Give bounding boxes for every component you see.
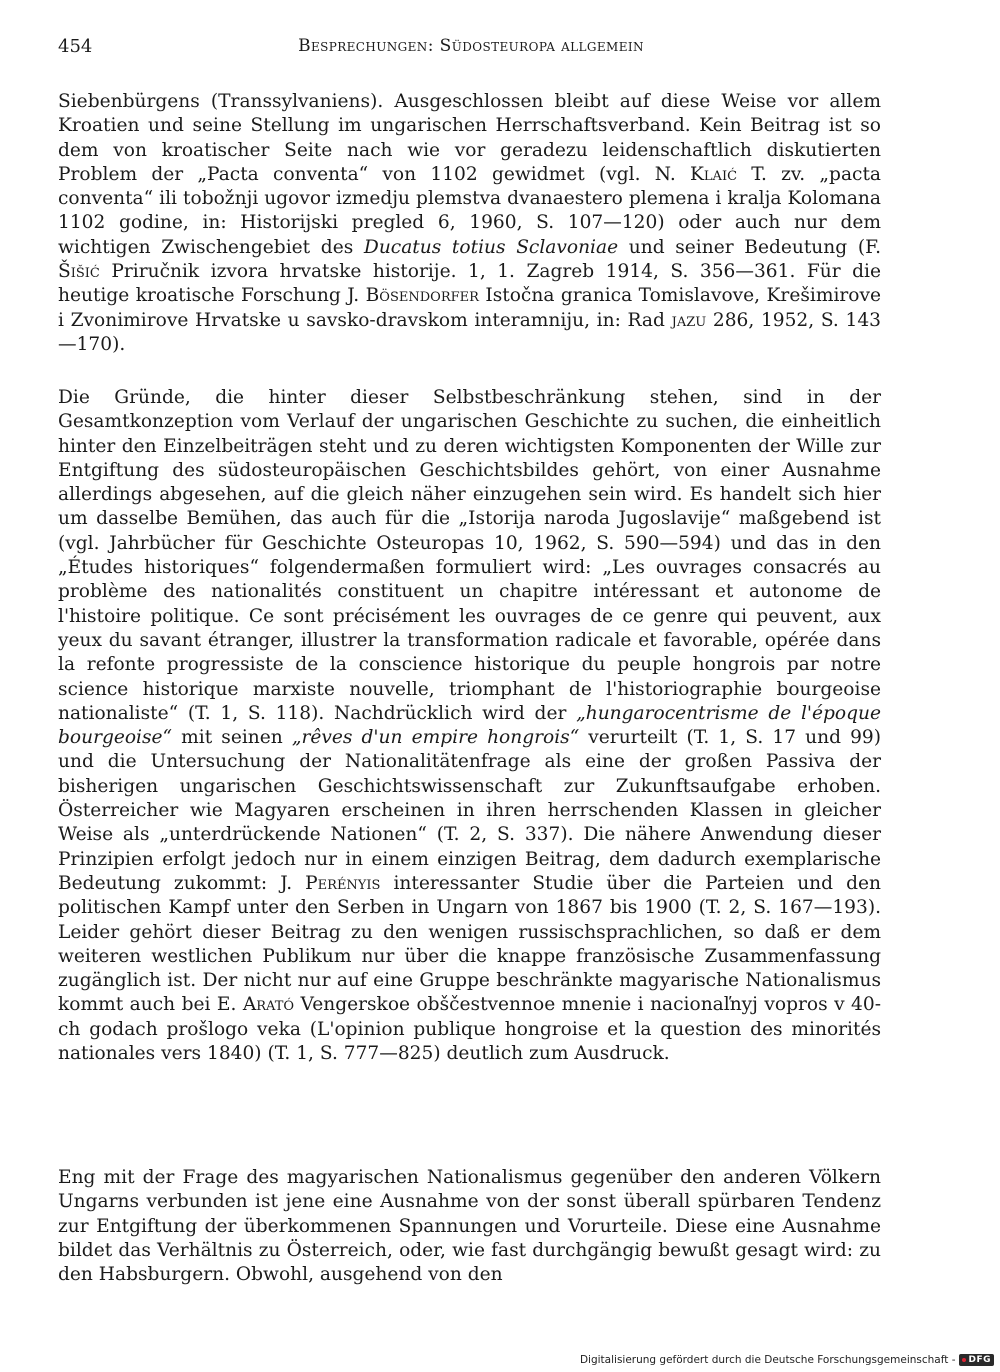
paragraph-2-text-b: mit seinen	[172, 727, 292, 749]
paragraph-2	[58, 386, 881, 1066]
page-number: 454	[58, 36, 93, 57]
credit-text: Digitalisierung gefördert durch die Deutsche Forschungsgemeinschaft -	[579, 1354, 956, 1366]
paragraph-2-text-d: interessanter Studie über die Parteien und den politischen Kampf unter den Serben in Ungarn von 1867 bis 1900 (T. 2, S. 167—193). Leider gehört dieser Beitrag zu den wenigen russischsprachlichen, so daß er dem weiteren westlichen Publikum nur über die knappe französische Zusammenfassung zugänglich ist. Der nicht nur auf eine Gruppe beschränkte magyarische Nationalismus kommt auch bei E.	[58, 872, 881, 1016]
paragraph-2-text-c: verurteilt (T. 1, S. 17 und 99) und die Untersuchung der Nationalitätenfrage als eine der großen Passiva der bisherigen ungarischen Geschichtswissenschaft zur Zukunftsaufgabe erhoben. Österreicher wie Magyaren erscheinen in ihren herrschenden Klassen in gleicher Weise als „unterdrückende Nationen“ (T. 2, S. 337). Die nähere Anwendung dieser Prinzipien erfolgt jedoch nur in einem einzigen Beitrag, dem dadurch exemplarische Bedeutung zukommt: J.	[58, 727, 881, 894]
paragraph-1-text-b: T. zv. „pacta conventa“ ili tobožnji ugovor izmedju plemstva dvanaestero plemena i kralja Kolomana 1102 godine, in: Historijski pregled 6, 1960, S. 107—120) oder auch nur dem wichtigen Zwischengebiet des	[58, 163, 881, 258]
paragraph-1-text-a: Siebenbürgens (Transsylvaniens). Ausgeschlossen bleibt auf diese Weise vor allem Kroatien und seine Stellung im ungarischen Herrschaftsverband. Kein Beitrag ist so dem von kroatischer Seite nach wie vor geradezu leidenschaftlich diskutierten Problem der „Pacta conventa“ von 1102 gewidmet (vgl. N.	[58, 91, 881, 185]
dfg-logo	[959, 1354, 994, 1366]
author-name-arato: Arató	[242, 994, 295, 1016]
author-name-perenyi: Perényis	[305, 872, 381, 894]
paragraph-2-text-e: Vengerskoe obščestvennoe mnenie i nacionaľnyj vopros v 40-ch godach prošlogo veka (L'opinion publique hongroise et la question des minorités nationales vers 1840) (T. 1, S. 777—825) deutlich zum Ausdruck.	[58, 994, 881, 1065]
paragraph-1-text-c: und seiner Bedeutung (F.	[618, 236, 881, 258]
abbreviation-jazu: jazu	[671, 309, 707, 331]
latin-term: Ducatus totius Sclavoniae	[363, 236, 619, 258]
paragraph-1-text-e: Istočna granica Tomislavove, Krešimirove i Zvonimirove Hrvatske u savsko-dravskom interamniju, in: Rad	[58, 285, 881, 331]
quote-hungarocentrisme: „hungarocentrisme de l'époque bourgeoise“	[58, 702, 881, 749]
author-name-bosendorfer: Bösendorfer	[365, 285, 479, 307]
dfg-logo-dot-icon	[962, 1358, 966, 1362]
dfg-logo-text: DFG	[968, 1355, 991, 1365]
quote-reves: „rêves d'un empire hongrois“	[291, 727, 580, 749]
paragraph-3	[58, 1166, 881, 1287]
digitization-credit	[580, 1354, 994, 1366]
paragraph-1-text-f: 286, 1952, S. 143—170).	[58, 309, 881, 355]
paragraph-2-text-a: Die Gründe, die hinter dieser Selbstbeschränkung stehen, sind in der Gesamtkonzeption vom Verlauf der ungarischen Geschichte zu suchen, die einheitlich hinter den Einzelbeiträgen steht und zu deren wichtigsten Komponenten der Wille zur Entgiftung des südosteuropäischen Geschichtsbildes gehört, von einer Ausnahme allerdings abgesehen, auf die gleich näher einzugehen sein wird. Es handelt sich hier um dasselbe Bemühen, das auch für die „Istorija naroda Jugoslavije“ maßgebend ist (vgl. Jahrbücher für Geschichte Osteuropas 10, 1962, S. 590—594) und das in den „Études historiques“ folgendermaßen formuliert wird: „Les ouvrages consacrés au problème des nationalités constituent un chapitre intéressant et autonome de l'histoire politique. Ce sont précisément les ouvrages de ce genre qui peuvent, aux yeux du savant étranger, illustrer la transformation radicale et favorable, opérée dans la refonte progressiste de la conscience historique du peuple hongrois par notre science historique marxiste nouvelle, triomphant de l'historiographie bourgeoise nationaliste“ (T. 1, S. 118). Nachdrücklich wird der	[58, 387, 881, 724]
page-header	[58, 36, 884, 62]
paragraph-3-text-a: Eng mit der Frage des magyarischen Nationalismus gegenüber den anderen Völkern Ungarns verbunden ist jene eine Ausnahme von der sonst überall spürbaren Tendenz zur Entgiftung der überkommenen Spannungen und Vorurteile. Diese eine Ausnahme bildet das Verhältnis zu Österreich, oder, wie fast durchgängig bewußt gesagt wird: zu den Habsburgern. Obwohl, ausgehend von den	[58, 1167, 881, 1286]
author-name-klaic: Klaić	[690, 163, 738, 185]
running-head: Besprechungen: Südosteuropa allgemein	[298, 36, 644, 56]
paragraph-1	[58, 90, 881, 357]
paragraph-1-text-d: Priručnik izvora hrvatske historije. 1, 1. Zagreb 1914, S. 356—361. Für die heutige kroatische Forschung J.	[58, 261, 881, 307]
author-name-sisic: Šišić	[58, 261, 100, 283]
